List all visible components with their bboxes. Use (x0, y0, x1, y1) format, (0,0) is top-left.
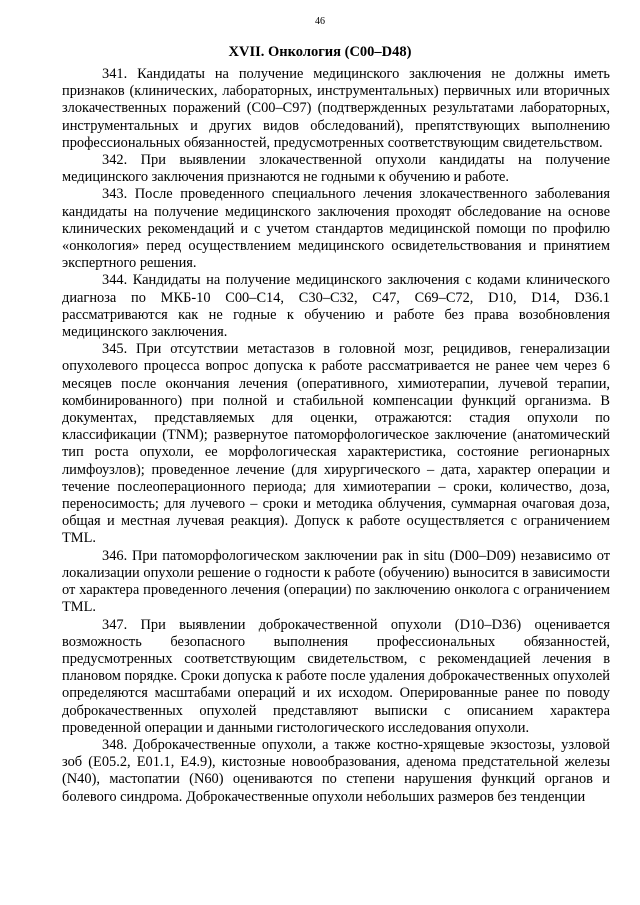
paragraph-342: 342. При выявлении злокачественной опухоли кандидаты на получение медицинского заключения признаются не годными к обучению и работе. (62, 152, 610, 186)
section-heading: XVII. Онкология (C00–D48) (228, 44, 412, 60)
page-number: 46 (315, 16, 325, 27)
paragraph-344: 344. Кандидаты на получение медицинского заключения с кодами клинического диагноза по МКБ-10 C00–C14, C30–C32, C47, C69–C72, D10, D14, D36.1 рассматриваются как не годные к обучению и работе без права возобновления медицинского заключения. (62, 272, 610, 341)
paragraph-347: 347. При выявлении доброкачественной опухоли (D10–D36) оценивается возможность безопасного выполнения профессиональных обязанностей, предусмотренных соответствующим свидетельством, с рекомендацией лечения в плановом порядке. Сроки допуска к работе после удаления доброкачественных опухолей определяются масштабами операций и их исходом. Оперированные ранее по поводу доброкачественных опухолей представляют выписки с описанием характера проведенной операции и данными гистологического исследования опухоли. (62, 616, 610, 736)
paragraph-346: 346. При патоморфологическом заключении рак in situ (D00–D09) независимо от локализации опухоли решение о годности к работе (обучению) выносится в зависимости от характера проведенного лечения (операции) по заключению онколога с ограничением TML. (62, 547, 610, 616)
paragraph-345: 345. При отсутствии метастазов в головной мозг, рецидивов, генерализации опухолевого процесса вопрос допуска к работе рассматривается не ранее чем через 6 месяцев после окончания лечения (оперативного, химиотерапии, лучевой терапии, комбинированного) при полной и стабильной компенсации функций организма. В документах, представляемых для оценки, отражаются: стадия опухоли по классификации (TNM); развернутое патоморфологическое заключение (анатомический тип роста опухоли, ее морфологическая характеристика, состояние регионарных лимфоузлов); проведенное лечение (для хирургического – дата, характер операции и течение послеоперационного периода; для химиотерапии – сроки, количество, доза, переносимость; для лучевого – сроки и методика облучения, суммарная очаговая доза, общая и местная лучевая реакция). Допуск к работе осуществляется с ограничением TML. (62, 341, 610, 547)
body-text (62, 66, 610, 806)
paragraph-341: 341. Кандидаты на получение медицинского заключения не должны иметь признаков (клинических, лабораторных, инструментальных) первичных или вторичных злокачественных поражений (C00–C97) (подтвержденных результатами лабораторных, инструментальных и других видов обследований), препятствующих выполнению профессиональных обязанностей, предусмотренных соответствующим свидетельством. (62, 66, 610, 151)
paragraph-343: 343. После проведенного специального лечения злокачественного заболевания кандидаты на получение медицинского заключения проходят обследование на основе клинических рекомендаций и с учетом стандартов медицинской помощи по профилю «онкология» перед осуществлением медицинского освидетельствования и принятием экспертного решения. (62, 186, 610, 272)
paragraph-348: 348. Доброкачественные опухоли, а также костно-хрящевые экзостозы, узловой зоб (E05.2, E01.1, E4.9), кистозные новообразования, аденома предстательной железы (N40), мастопатии (N60) оцениваются по степени нарушения функций органов и болевого синдрома. Доброкачественные опухоли небольших размеров без тенденции (62, 736, 610, 805)
